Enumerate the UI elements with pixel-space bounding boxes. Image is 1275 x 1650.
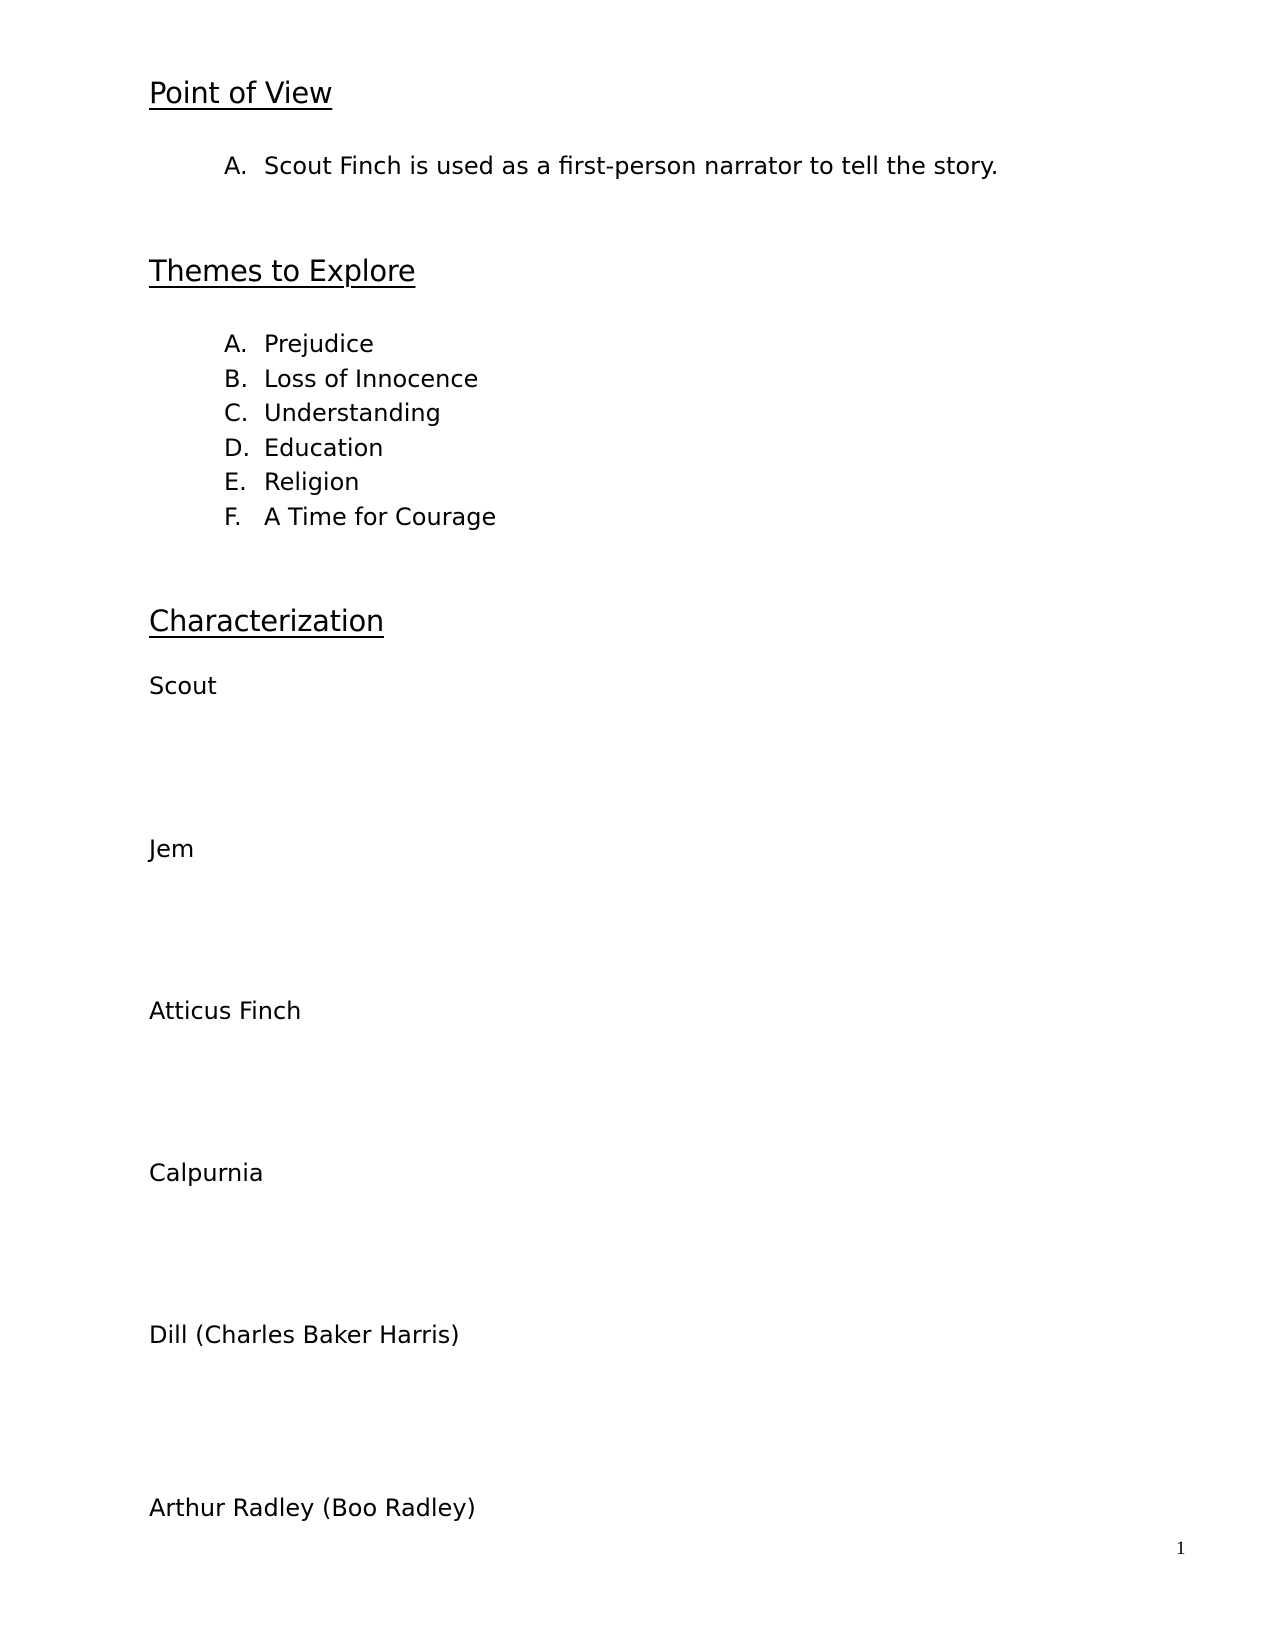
character-atticus-finch: Atticus Finch bbox=[149, 997, 302, 1025]
character-calpurnia: Calpurnia bbox=[149, 1159, 264, 1187]
character-jem: Jem bbox=[149, 835, 195, 863]
list-item bbox=[224, 362, 496, 397]
character-dill: Dill (Charles Baker Harris) bbox=[149, 1321, 460, 1349]
heading-themes-to-explore: Themes to Explore bbox=[149, 254, 416, 288]
list-item bbox=[224, 327, 496, 362]
point-of-view-list bbox=[224, 149, 998, 184]
list-item bbox=[224, 149, 998, 184]
list-item bbox=[224, 500, 496, 535]
heading-point-of-view: Point of View bbox=[149, 76, 333, 110]
list-item-text: Scout Finch is used as a first-person narrator to tell the story. bbox=[264, 152, 999, 181]
list-marker: F. bbox=[224, 502, 242, 531]
page-number: 1 bbox=[1176, 1538, 1186, 1559]
list-item-text: A Time for Courage bbox=[264, 502, 497, 531]
heading-characterization: Characterization bbox=[149, 604, 384, 638]
list-marker: B. bbox=[224, 364, 249, 393]
list-marker: E. bbox=[224, 468, 247, 497]
list-item bbox=[224, 465, 496, 500]
list-item-text: Education bbox=[264, 433, 384, 462]
list-item-text: Loss of Innocence bbox=[264, 364, 479, 393]
themes-list bbox=[224, 327, 496, 534]
list-marker: A. bbox=[224, 330, 248, 359]
character-scout: Scout bbox=[149, 672, 217, 700]
list-item-text: Understanding bbox=[264, 399, 441, 428]
list-marker: C. bbox=[224, 399, 249, 428]
list-item bbox=[224, 396, 496, 431]
list-item-text: Religion bbox=[264, 468, 360, 497]
list-item bbox=[224, 431, 496, 466]
list-marker: D. bbox=[224, 433, 251, 462]
character-arthur-radley: Arthur Radley (Boo Radley) bbox=[149, 1494, 476, 1522]
list-marker: A. bbox=[224, 152, 248, 181]
list-item-text: Prejudice bbox=[264, 330, 374, 359]
